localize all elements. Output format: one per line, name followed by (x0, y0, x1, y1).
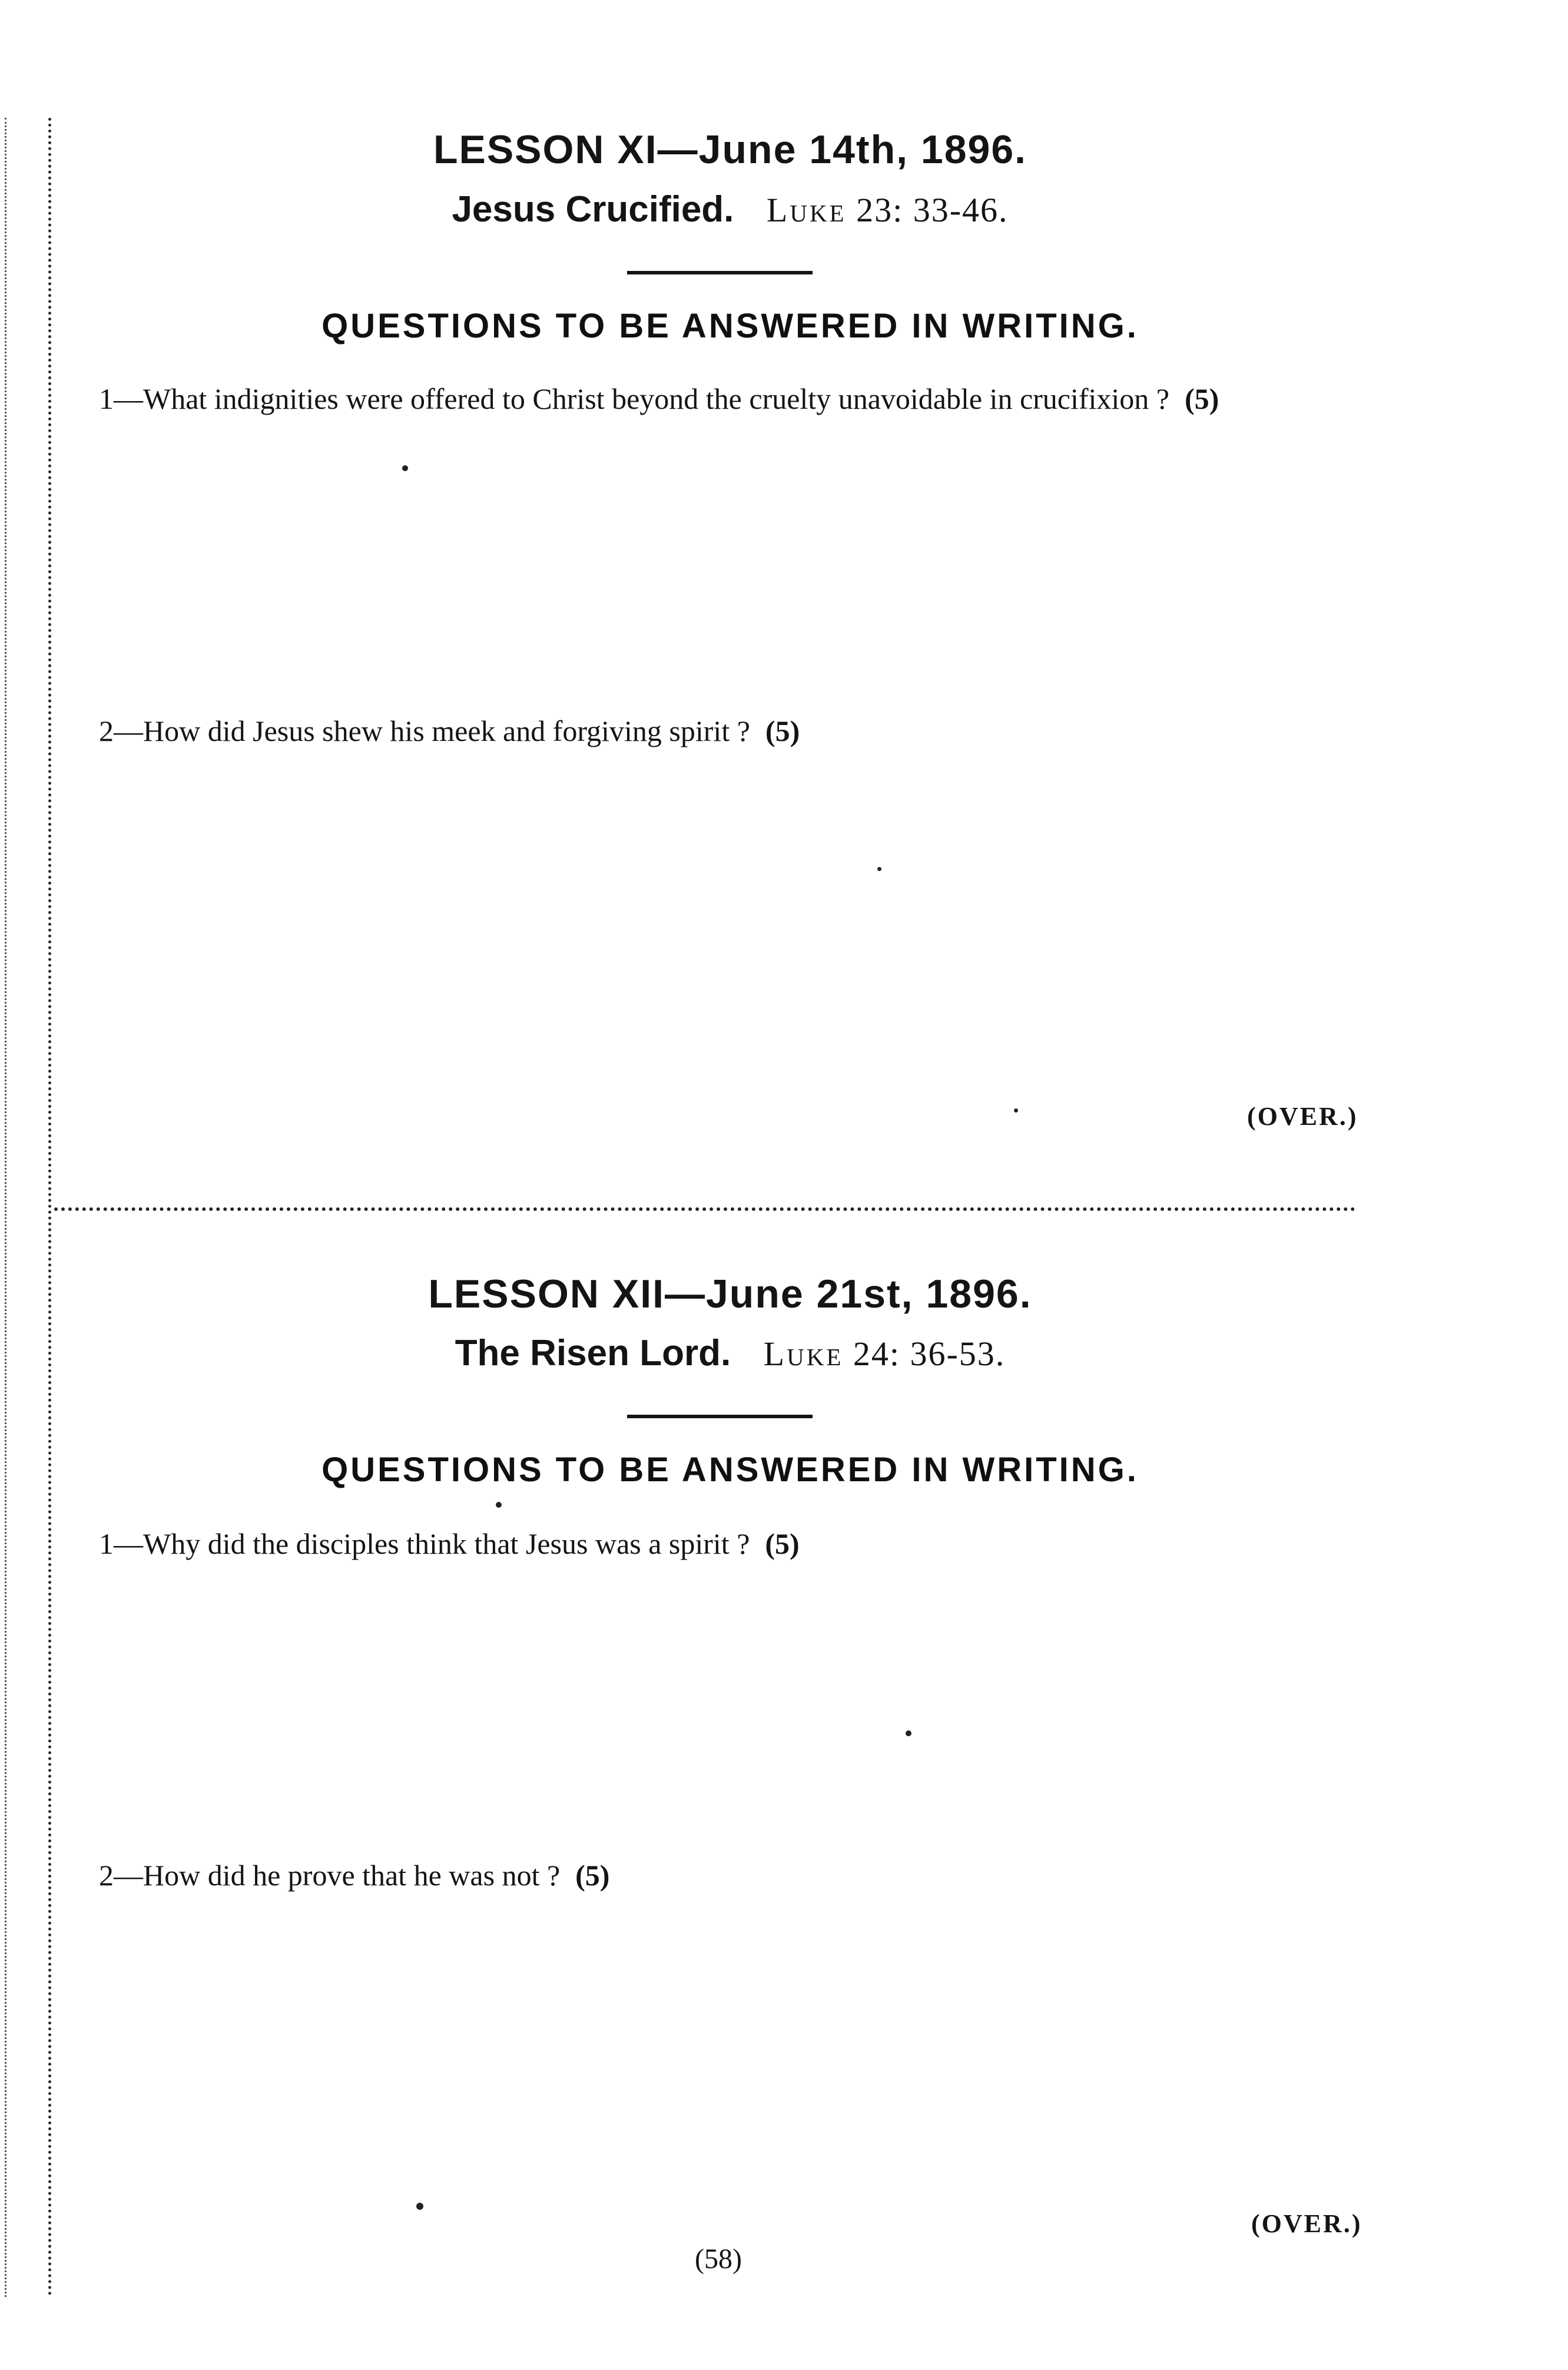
question-text: 1—Why did the disciples think that Jesus was a spirit ? (99, 1527, 750, 1560)
lesson-11-ref-passage: 23: 33-46. (856, 191, 1009, 229)
page-number: (58) (695, 2243, 742, 2275)
question-marks: (5) (765, 714, 800, 747)
lesson-12-heading: LESSON XII—June 21st, 1896. (428, 1272, 1032, 1316)
left-perforation-line (48, 118, 51, 2297)
lesson-11-subtitle (0, 188, 1460, 231)
lesson-12-rule (627, 1415, 813, 1418)
lesson-12-scripture-ref (764, 1335, 1006, 1373)
lesson-11-heading: LESSON XI—June 14th, 1896. (433, 127, 1027, 172)
lesson-11-scripture-ref (767, 191, 1009, 229)
lesson-12-ref-passage: 24: 36-53. (853, 1335, 1006, 1373)
lesson-11-questions-heading: QUESTIONS TO BE ANSWERED IN WRITING. (321, 307, 1139, 345)
lesson-11-title: Jesus Crucified. (452, 189, 734, 230)
question-marks: (5) (1185, 382, 1219, 415)
lesson-11-question-2 (99, 714, 800, 748)
lesson-12-ref-book: Luke (763, 1335, 844, 1373)
lesson-12-over-label: (OVER.) (1251, 2209, 1363, 2238)
lesson-12-question-1 (99, 1527, 800, 1561)
question-text: 2—How did he prove that he was not ? (99, 1859, 561, 1892)
lesson-12-subtitle (0, 1332, 1460, 1375)
lesson-11-rule (627, 271, 813, 274)
scan-speck (416, 2203, 423, 2210)
question-text: 1—What indignities were offered to Christ beyond the cruelty unavoidable in crucifixion ? (99, 382, 1169, 415)
lesson-12-questions-heading: QUESTIONS TO BE ANSWERED IN WRITING. (321, 1451, 1139, 1489)
lesson-11-question-1 (99, 382, 1219, 416)
perforated-divider (54, 1207, 1355, 1211)
lesson-11-ref-book: Luke (766, 191, 847, 229)
lesson-12-title: The Risen Lord. (455, 1333, 731, 1373)
lesson-11-over-label: (OVER.) (1247, 1102, 1358, 1131)
lesson-12-question-2 (99, 1858, 609, 1892)
scan-speck (877, 867, 881, 871)
scan-speck (402, 465, 408, 471)
scan-speck (906, 1730, 911, 1736)
scan-speck (496, 1502, 502, 1508)
scan-speck (1014, 1108, 1018, 1113)
left-edge-line (5, 118, 6, 2297)
question-marks: (5) (765, 1527, 800, 1560)
question-text: 2—How did Jesus shew his meek and forgiving spirit ? (99, 714, 750, 747)
question-marks: (5) (575, 1859, 610, 1892)
